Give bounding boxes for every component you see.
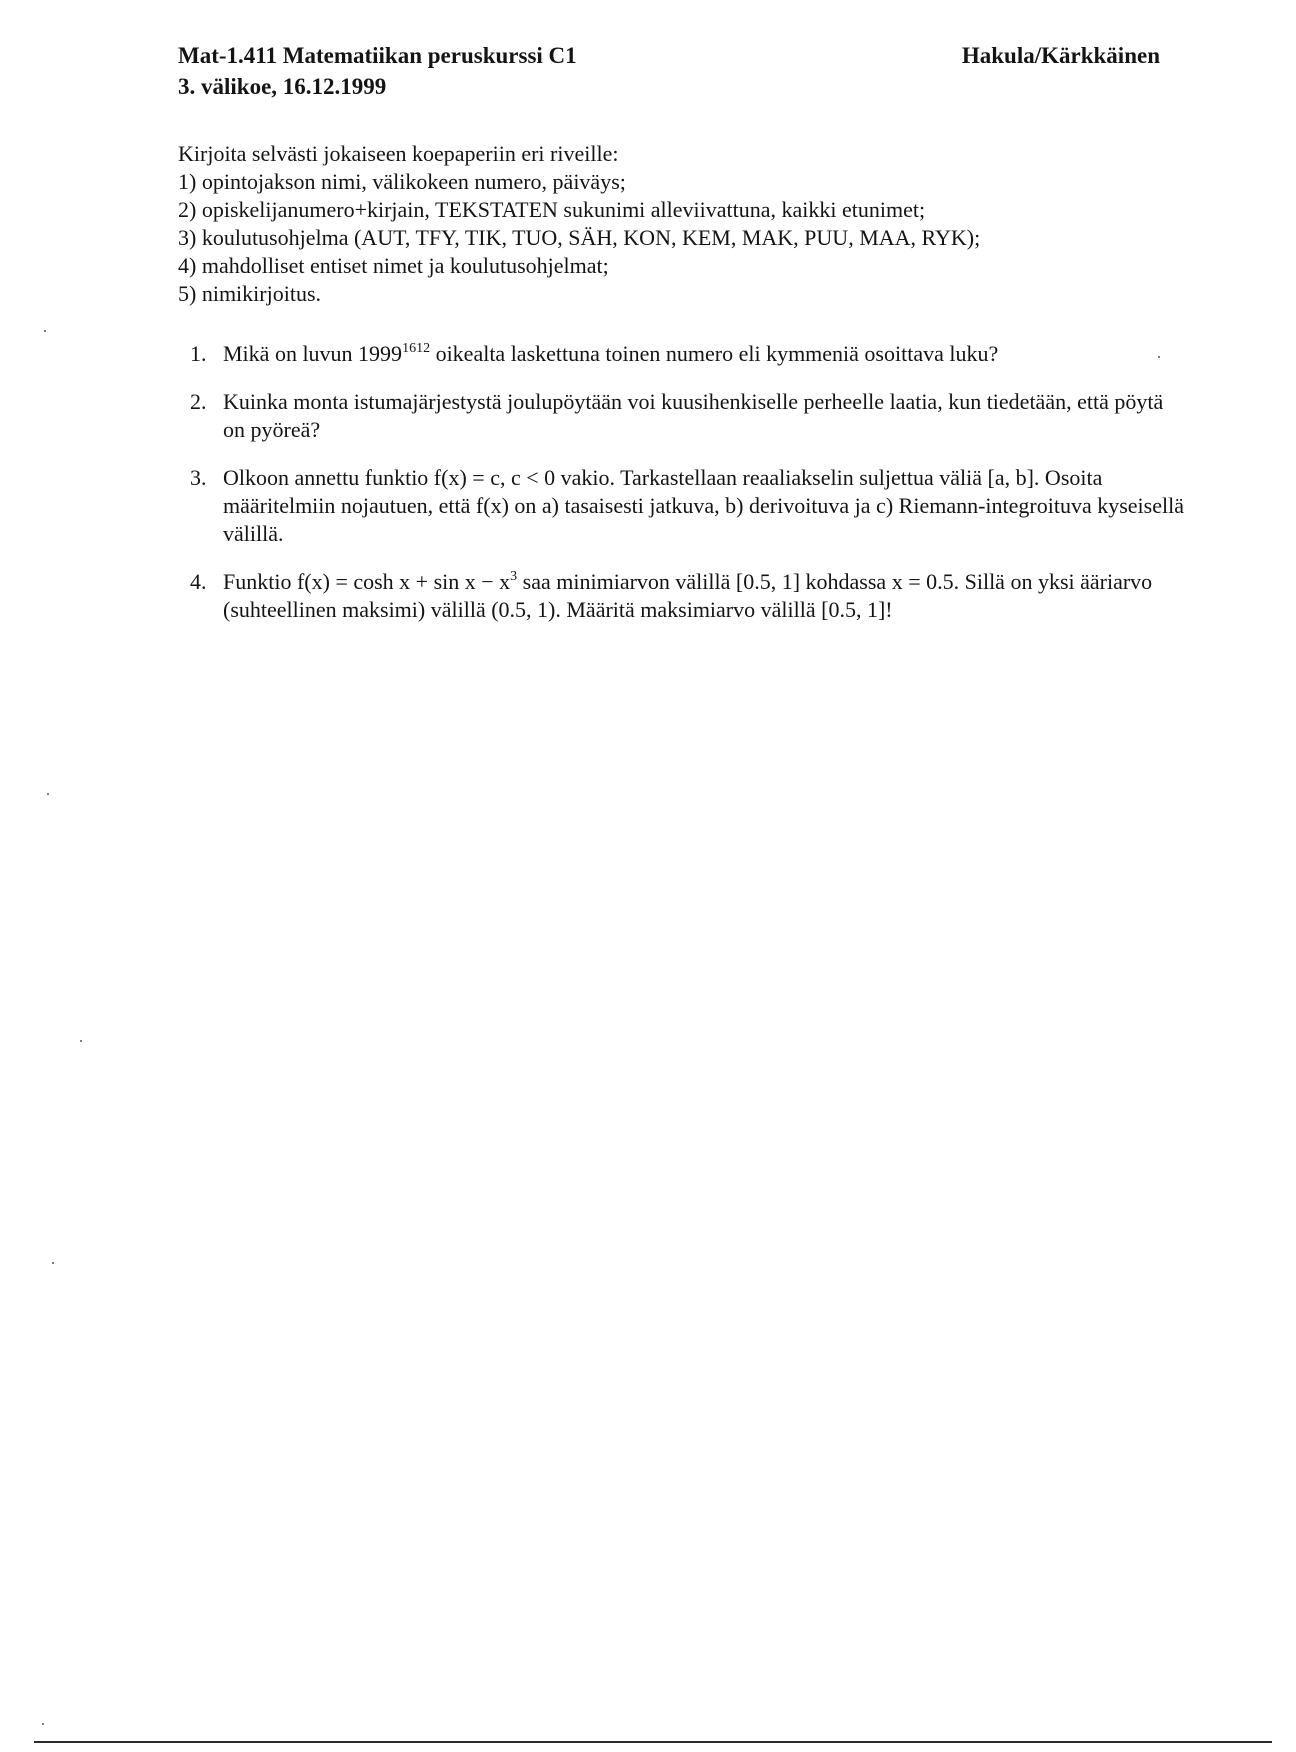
scan-speck bbox=[1158, 356, 1160, 358]
scan-speck bbox=[52, 1262, 54, 1264]
instruction-item: 1) opintojakson nimi, välikokeen numero, päiväys; bbox=[178, 169, 626, 194]
instruction-item: 5) nimikirjoitus. bbox=[178, 281, 321, 306]
question-number: 1. bbox=[190, 341, 207, 366]
question-4 bbox=[190, 568, 1190, 624]
instructions bbox=[178, 140, 1178, 308]
scan-speck bbox=[42, 1723, 44, 1725]
instructions-intro: Kirjoita selvästi jokaiseen koepaperiin eri riveille: bbox=[178, 141, 619, 166]
course-title: Mat-1.411 Matematiikan peruskurssi C1 bbox=[178, 43, 577, 68]
question-number: 4. bbox=[190, 569, 207, 594]
question-list bbox=[190, 340, 1190, 644]
question-text: Olkoon annettu funktio f(x) = c, c < 0 vakio. Tarkastellaan reaaliakselin suljettua väliä [a, b]. Osoita määritelmiin nojautuen, että f(x) on a) tasaisesti jatkuva, b) derivoituva ja c) Riemann-integroituva kyseisellä välillä. bbox=[223, 465, 1184, 546]
question-text-part: oikealta laskettuna toinen numero eli kymmeniä osoittava luku? bbox=[430, 341, 999, 366]
instruction-item: 3) koulutusohjelma (AUT, TFY, TIK, TUO, SÄH, KON, KEM, MAK, PUU, MAA, RYK); bbox=[178, 225, 981, 250]
question-2 bbox=[190, 388, 1190, 444]
footer-rule bbox=[34, 1741, 1272, 1743]
scan-speck bbox=[80, 1040, 82, 1042]
question-text-part: Funktio f(x) = cosh x + sin x − x bbox=[223, 569, 511, 594]
scan-speck bbox=[47, 793, 49, 795]
question-text bbox=[223, 340, 1190, 368]
authors: Hakula/Kärkkäinen bbox=[961, 43, 1160, 68]
instruction-item: 2) opiskelijanumero+kirjain, TEKSTATEN sukunimi alleviivattuna, kaikki etunimet; bbox=[178, 197, 926, 222]
question-number: 3. bbox=[190, 465, 207, 490]
question-number: 2. bbox=[190, 389, 207, 414]
instruction-item: 4) mahdolliset entiset nimet ja koulutusohjelmat; bbox=[178, 253, 609, 278]
header-left bbox=[178, 40, 577, 102]
exam-date: 3. välikoe, 16.12.1999 bbox=[178, 74, 387, 99]
exponent: 3 bbox=[510, 569, 518, 584]
question-3 bbox=[190, 464, 1190, 548]
scan-speck bbox=[44, 330, 46, 332]
question-text-part: Mikä on luvun 1999 bbox=[223, 341, 403, 366]
question-text-part: saa minimiarvon välillä [0.5, 1] kohdassa x = 0.5. Sillä on yksi ääriarvo (suhteellinen maksimi) välillä (0.5, 1). Määritä maksimiarvo välillä [0.5, 1]! bbox=[223, 569, 1153, 622]
question-text: Kuinka monta istumajärjestystä joulupöytään voi kuusihenkiselle perheelle laatia, kun tiedetään, että pöytä on pyöreä? bbox=[223, 389, 1164, 442]
question-text bbox=[223, 568, 1190, 624]
question-1 bbox=[190, 340, 1190, 368]
exponent: 1612 bbox=[402, 341, 431, 356]
